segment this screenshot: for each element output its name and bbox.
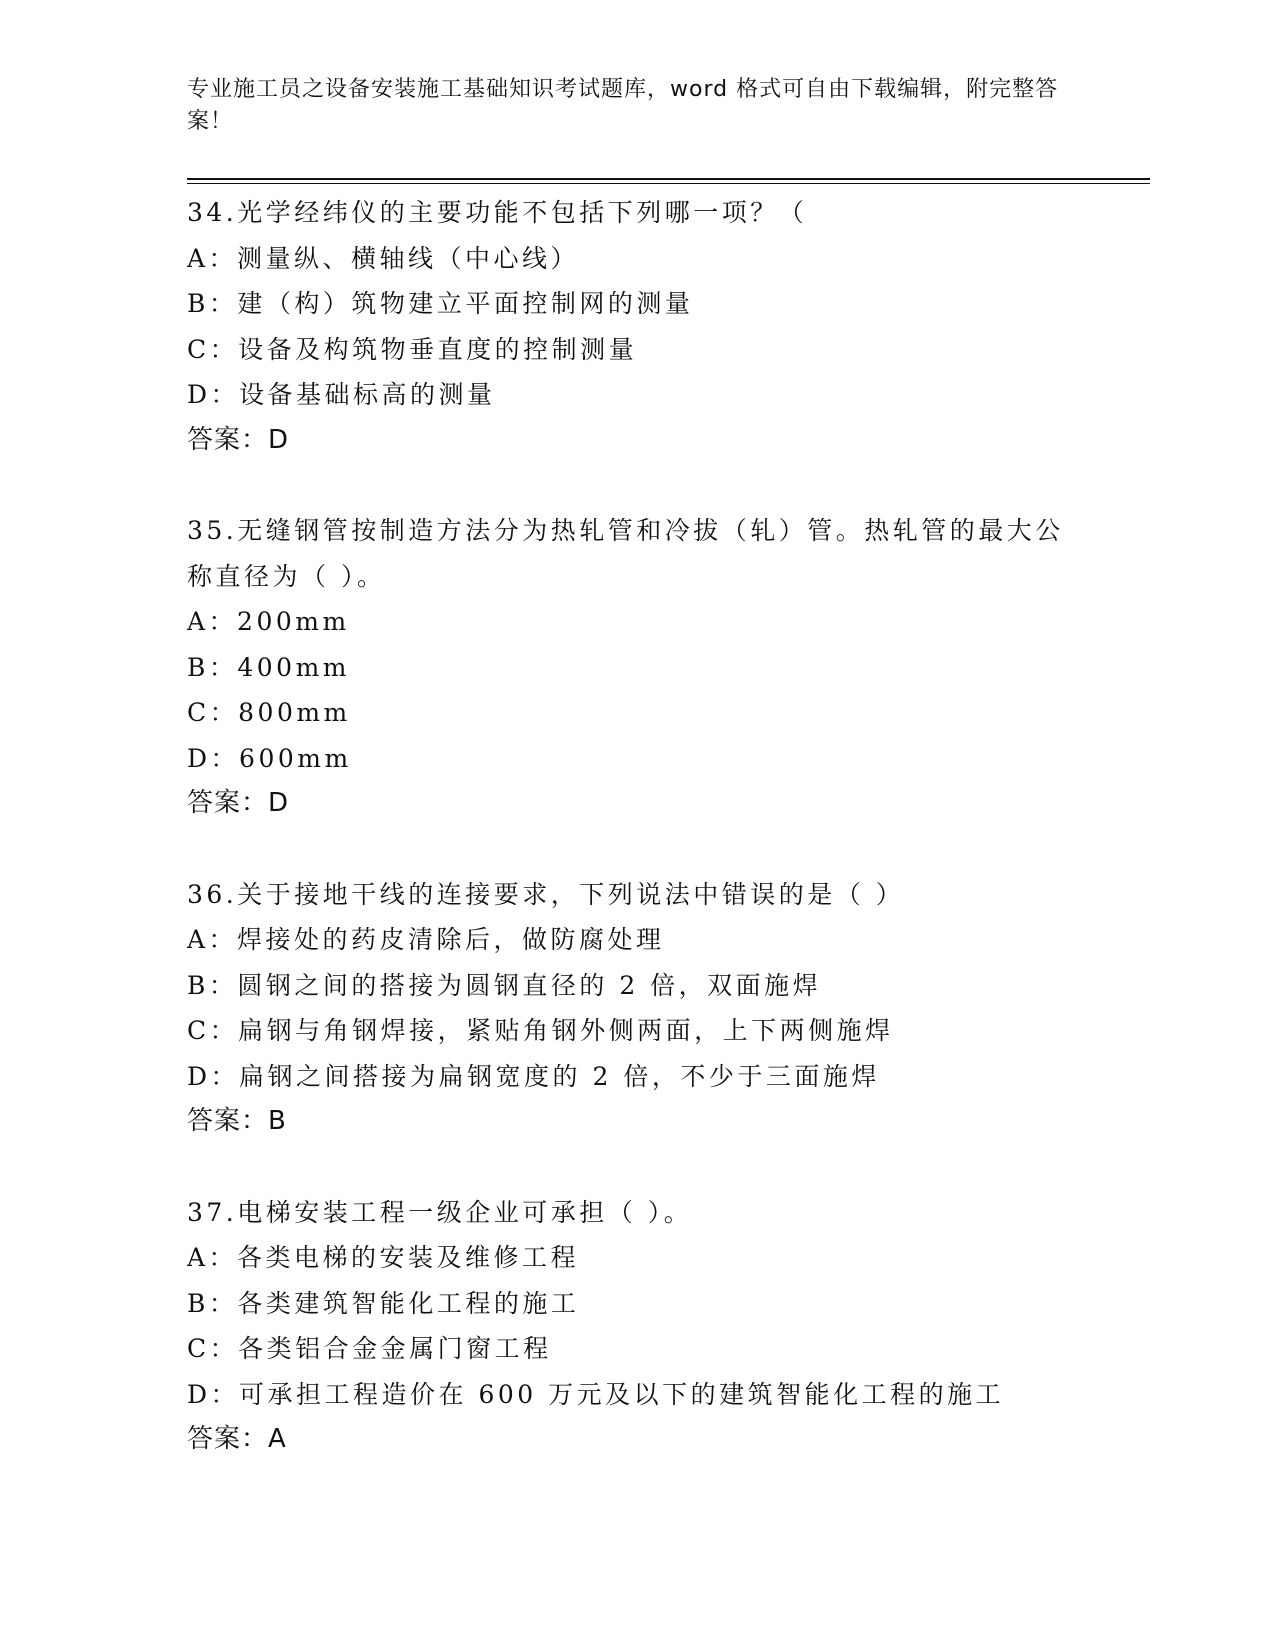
- question-stem: 35.无缝钢管按制造方法分为热轧管和冷拔（轧）管。热轧管的最大公称直径为（ ）。: [187, 516, 1064, 591]
- question-stem: 36.关于接地干线的连接要求，下列说法中错误的是（ ）: [187, 879, 905, 909]
- option-a: A：焊接处的药皮清除后，做防腐处理: [187, 925, 665, 954]
- question-36: [187, 872, 1087, 1145]
- option-d: D：可承担工程造价在 600 万元及以下的建筑智能化工程的施工: [187, 1379, 1005, 1409]
- document-header: 专业施工员之设备安装施工基础知识考试题库，word 格式可自由下载编辑，附完整答案！: [187, 77, 1059, 134]
- option-d: D：设备基础标高的测量: [187, 380, 496, 409]
- option-d: D：扁钢之间搭接为扁钢宽度的 2 倍，不少于三面施焊: [187, 1061, 880, 1091]
- header-divider-thick: [187, 178, 1150, 180]
- option-b: B：400mm: [187, 652, 351, 682]
- option-c: C：扁钢与角钢焊接，紧贴角钢外侧两面，上下两侧施焊: [187, 1016, 894, 1045]
- answer-line: 答案：B: [187, 1106, 287, 1136]
- question-35: [187, 508, 1087, 827]
- answer-line: 答案：A: [187, 1424, 287, 1454]
- question-34: [187, 190, 1087, 463]
- option-b: B：圆钢之间的搭接为圆钢直径的 2 倍，双面施焊: [187, 970, 822, 1000]
- option-a: A：200mm: [187, 607, 350, 636]
- answer-line: 答案：D: [187, 788, 290, 818]
- option-a: A：各类电梯的安装及维修工程: [187, 1243, 580, 1272]
- question-stem: 37.电梯安装工程一级企业可承担（ ）。: [187, 1197, 693, 1227]
- option-d: D：600mm: [187, 743, 352, 773]
- option-b: B：各类建筑智能化工程的施工: [187, 1288, 580, 1318]
- option-c: C：设备及构筑物垂直度的控制测量: [187, 334, 638, 364]
- option-b: B：建（构）筑物建立平面控制网的测量: [187, 289, 694, 318]
- option-c: C：800mm: [187, 698, 351, 727]
- option-c: C：各类铝合金金属门窗工程: [187, 1334, 552, 1363]
- option-a: A：测量纵、横轴线（中心线）: [187, 243, 580, 273]
- answer-line: 答案：D: [187, 424, 290, 455]
- question-list: [187, 190, 1087, 1508]
- question-37: [187, 1190, 1087, 1463]
- header-divider-thin: [187, 183, 1150, 184]
- question-stem: 34.光学经纬仪的主要功能不包括下列哪一项？（: [187, 198, 808, 227]
